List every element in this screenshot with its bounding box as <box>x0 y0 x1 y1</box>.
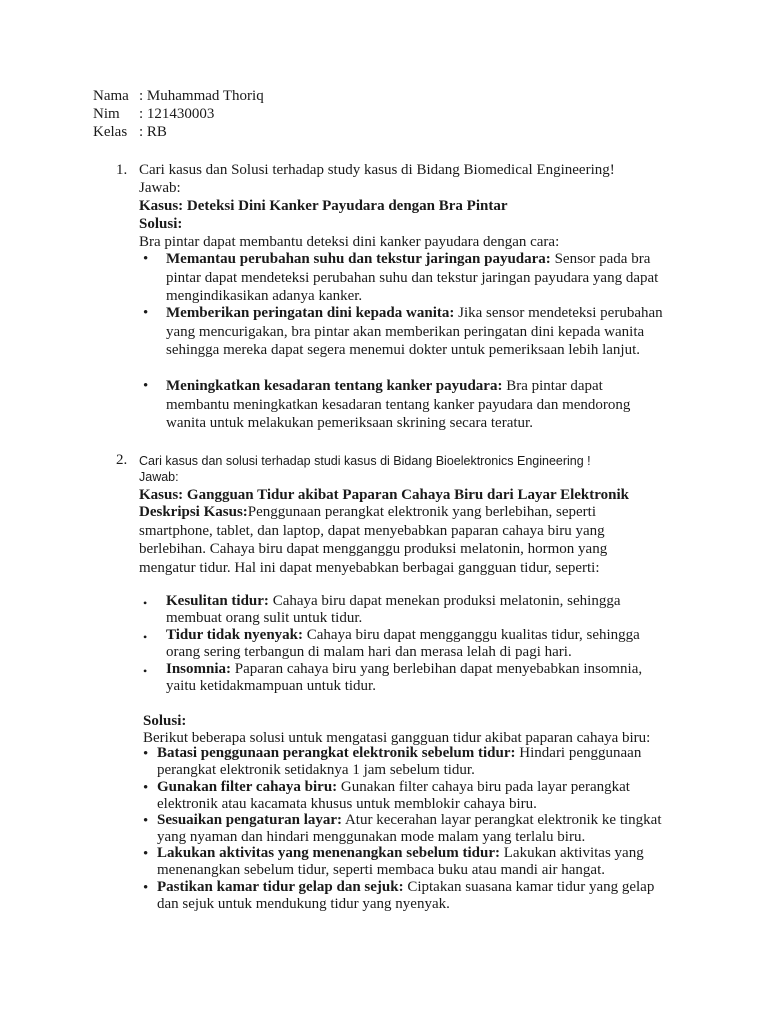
q2-solution-5 <box>157 879 677 913</box>
q1-intro: Bra pintar dapat membantu deteksi dini kanker payudara dengan cara: <box>139 234 560 250</box>
q1-bullet-2-marker: • <box>143 305 149 321</box>
name-value: : Muhammad Thoriq <box>139 88 264 104</box>
q1-bullet-2 <box>166 304 678 360</box>
q2-problem-2-title: Tidur tidak nyenyak: <box>166 627 303 643</box>
q2-solution-5-title: Pastikan kamar tidur gelap dan sejuk: <box>157 879 404 895</box>
q2-solution-2 <box>157 779 672 813</box>
q1-question: Cari kasus dan Solusi terhadap study kasus di Bidang Biomedical Engineering! <box>139 162 615 178</box>
q2-solution-3 <box>157 812 672 846</box>
q2-solution-1 <box>157 745 672 779</box>
q1-bullet-3-marker: • <box>143 378 149 394</box>
q2-problem-2-text: Cahaya biru dapat mengganggu kualitas tidur, sehingga orang sering terbangun di malam hari dan merasa lelah di pagi hari. <box>166 627 640 660</box>
q2-solution-4-marker: • <box>143 846 149 862</box>
q1-bullet-1-title: Memantau perubahan suhu dan tekstur jaringan payudara: <box>166 251 551 267</box>
q2-problem-1-title: Kesulitan tidur: <box>166 593 269 609</box>
q2-problem-1 <box>166 593 666 627</box>
nim-label: Nim <box>93 106 120 122</box>
q1-bullet-3-title: Meningkatkan kesadaran tentang kanker payudara: <box>166 378 503 394</box>
q2-jawab: Jawab: <box>139 470 179 484</box>
kelas-row <box>93 123 167 141</box>
q2-number: 2. <box>116 452 128 468</box>
q1-solusi-label: Solusi: <box>139 216 183 232</box>
q2-problem-3-marker: • <box>143 664 148 678</box>
q2-solution-3-marker: • <box>143 813 149 829</box>
q2-solution-4-text: Lakukan aktivitas yang menenangkan sebelum tidur, seperti membaca buku atau mandi air hangat. <box>157 845 644 878</box>
q2-deskripsi <box>139 503 654 577</box>
q1-kasus: Kasus: Deteksi Dini Kanker Payudara dengan Bra Pintar <box>139 198 508 214</box>
nim-value: : 121430003 <box>139 106 215 122</box>
q2-solution-2-text: Gunakan filter cahaya biru pada layar perangkat elektronik atau kacamata khusus untuk memblokir cahaya biru. <box>157 779 630 812</box>
q2-solution-4 <box>157 845 672 879</box>
q2-deskripsi-label: Deskripsi Kasus: <box>139 504 248 520</box>
q1-bullet-1 <box>166 250 678 306</box>
q2-solution-2-title: Gunakan filter cahaya biru: <box>157 779 338 795</box>
q2-solution-1-title: Batasi penggunaan perangkat elektronik sebelum tidur: <box>157 745 516 761</box>
q2-problem-1-text: Cahaya biru dapat menekan produksi melatonin, sehingga membuat orang sulit untuk tidur. <box>166 593 621 626</box>
q2-solusi-intro: Berikut beberapa solusi untuk mengatasi gangguan tidur akibat paparan cahaya biru: <box>143 730 651 746</box>
nim-row <box>93 105 214 123</box>
q1-number: 1. <box>116 162 128 178</box>
q1-bullet-3-text: Bra pintar dapat membantu meningkatkan kesadaran tentang kanker payudara dan mendorong wanita untuk melakukan pemeriksaan skrining secara teratur. <box>166 378 631 432</box>
name-label: Nama <box>93 88 129 104</box>
q1-bullet-2-text: Jika sensor mendeteksi perubahan yang mencurigakan, bra pintar akan memberikan peringatan dini kepada wanita sehingga mereka dapat segera menemui dokter untuk pemeriksaan lebih lanjut. <box>166 305 663 359</box>
q2-problem-3 <box>166 661 666 695</box>
q2-solution-3-title: Sesuaikan pengaturan layar: <box>157 812 343 828</box>
kelas-value: : RB <box>139 124 167 140</box>
q2-solution-5-text: Ciptakan suasana kamar tidur yang gelap dan sejuk untuk mendukung tidur yang nyenyak. <box>157 879 655 912</box>
q1-bullet-3 <box>166 377 666 433</box>
q1-jawab: Jawab: <box>139 180 181 196</box>
q2-solution-3-text: Atur kecerahan layar perangkat elektronik ke tingkat yang nyaman dan hindari menggunakan mode malam yang terlalu biru. <box>157 812 662 845</box>
q2-solution-4-title: Lakukan aktivitas yang menenangkan sebelum tidur: <box>157 845 500 861</box>
q2-solution-1-text: Hindari penggunaan perangkat elektronik setidaknya 1 jam sebelum tidur. <box>157 745 642 778</box>
q2-solution-1-marker: • <box>143 746 149 762</box>
q2-problem-3-title: Insomnia: <box>166 661 232 677</box>
q2-problem-2-marker: • <box>143 630 148 644</box>
kelas-label: Kelas <box>93 124 128 140</box>
q2-problem-2 <box>166 627 666 661</box>
q2-solution-2-marker: • <box>143 780 149 796</box>
q1-bullet-2-title: Memberikan peringatan dini kepada wanita: <box>166 305 455 321</box>
q2-kasus: Kasus: Gangguan Tidur akibat Paparan Cahaya Biru dari Layar Elektronik <box>139 487 629 503</box>
name-row <box>93 87 264 105</box>
q1-bullet-1-text: Sensor pada bra pintar dapat mendeteksi perubahan suhu dan tekstur jaringan payudara yang dapat mengindikasikan adanya kanker. <box>166 251 659 305</box>
q2-problem-3-text: Paparan cahaya biru yang berlebihan dapat menyebabkan insomnia, yaitu ketidakmampuan untuk tidur. <box>166 661 643 694</box>
q1-bullet-1-marker: • <box>143 251 149 267</box>
q2-problem-1-marker: • <box>143 596 148 610</box>
q2-deskripsi-text: Penggunaan perangkat elektronik yang berlebihan, seperti smartphone, tablet, dan laptop, dapat menyebabkan paparan cahaya biru yang berlebihan. Cahaya biru dapat mengganggu produksi melatonin, hormon yang mengatur tidur. Hal ini dapat menyebabkan berbagai gangguan tidur, seperti: <box>139 504 608 576</box>
q2-solusi-label: Solusi: <box>143 713 187 729</box>
q2-solution-5-marker: • <box>143 880 149 896</box>
q2-question: Cari kasus dan solusi terhadap studi kasus di Bidang Bioelektronics Engineering ! <box>139 454 591 468</box>
